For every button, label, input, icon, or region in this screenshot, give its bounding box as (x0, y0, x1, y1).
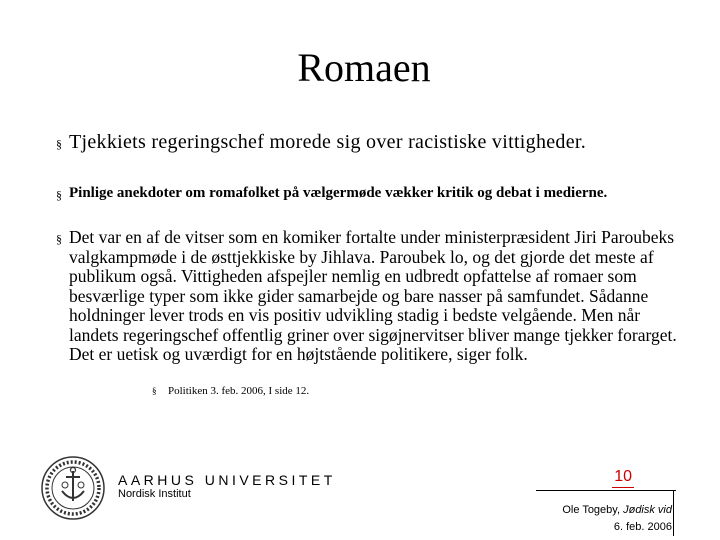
university-name: AARHUS UNIVERSITET (118, 472, 336, 488)
source-citation: Politiken 3. feb. 2006, I side 12. (168, 385, 310, 397)
page-number: 10 (614, 468, 632, 485)
source-bullet-marker: § (152, 386, 157, 396)
bullet-marker-3: § (56, 232, 62, 246)
slide-title: Romaen (297, 45, 431, 90)
page-number-underline (612, 487, 634, 488)
institute-name: Nordisk Institut (118, 488, 191, 500)
bullet-text-3: Det var en af de vitser som en komiker fortalte under ministerpræsident Jiri Paroubeks valgkampmøde i de østtjekkiske by Jihlava. Paroubek lo, og det gjorde det meste af publikum også. Vittigheden afspejler nemlig en udbredt opfattelse af romaer som besværlige typer som ikke gider samarbejde og bare nasser på samfundet. Sådanne holdninger lever trods en vis positiv udvikling stadig i bedste velgående. Men når landets regeringschef offentlig griner over sigøjnervitser bliver mange tjekker forarget. Det er uetisk og uværdigt for en højtstående politikere, siger folk. (69, 227, 677, 364)
slide-date: 6. feb. 2006 (613, 521, 672, 533)
bullet-text-1: Tjekkiets regeringschef morede sig over racistiske vittigheder. (69, 131, 587, 153)
bullet-marker-1: § (56, 137, 62, 151)
author-line (562, 502, 672, 519)
author-name: Ole Togeby, (562, 504, 624, 516)
bullet-marker-2: § (56, 188, 62, 202)
footer-rule-horizontal (536, 490, 676, 491)
bullet-text-2: Pinlige anekdoter om romafolket på vælgermøde vækker kritik og debat i medierne. (69, 185, 608, 201)
university-seal-icon (40, 455, 106, 521)
footer-rule-vertical (673, 490, 674, 536)
course-title: Jødisk vid (623, 504, 672, 516)
author-block (562, 502, 672, 536)
